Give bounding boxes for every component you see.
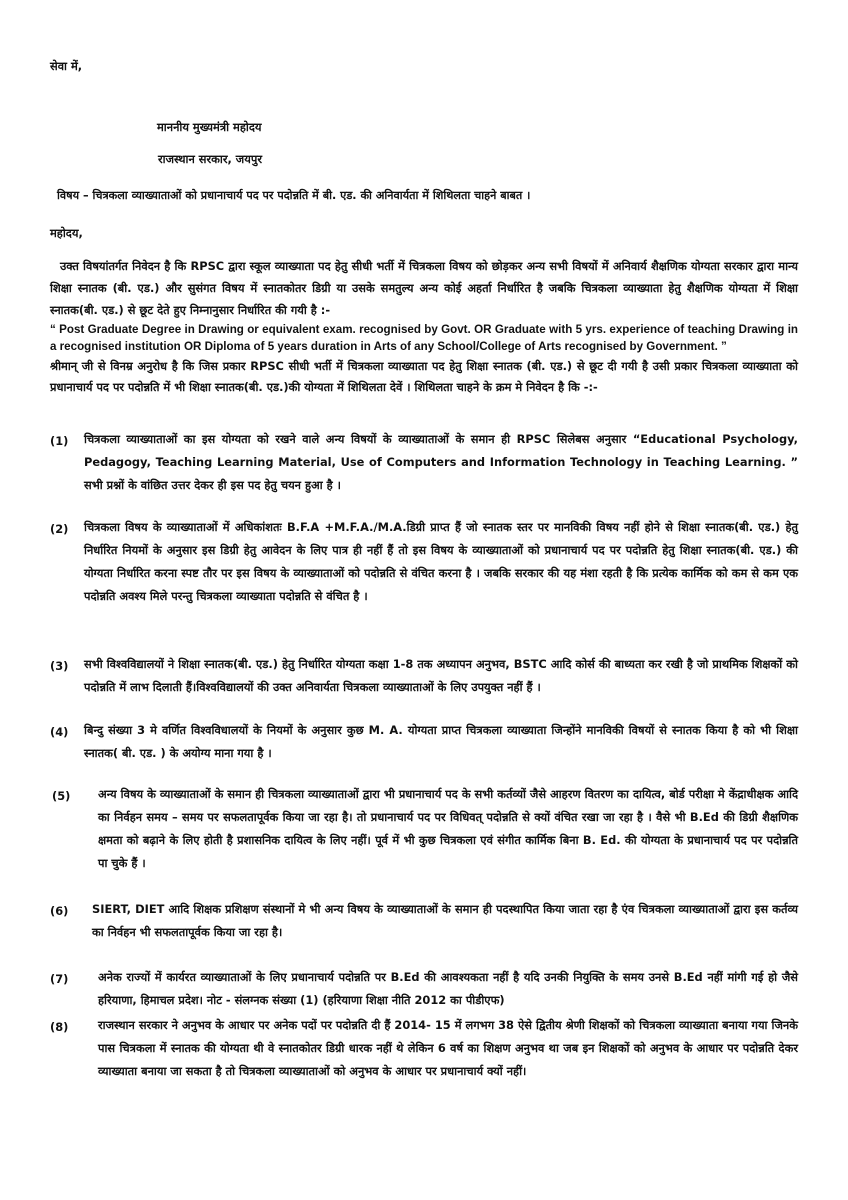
recipient-office: राजस्थान सरकार, जयपुर	[158, 152, 262, 166]
request-paragraph: श्रीमान् जी से विनम्र अनुरोध है कि जिस प्रकार RPSC सीधी भर्ती में चित्रकला व्याख्याता पद हेतु शिक्षा स्नातक (बी. एड.) से छूट दी गयी है उसी प्रकार चित्रकला व्याख्याता को प्रधानाचार्य पद पर पदोन्नति में भी शिक्षा स्नातक(बी. एड.)की योग्यता में शिथिलता देवें । शिथिलता चाहने के क्रम मे निवेदन है कि -:-	[50, 359, 798, 394]
recipient-title: माननीय मुख्यमंत्री महोदय	[157, 120, 262, 134]
point-text: SIERT, DIET आदि शिक्षक प्रशिक्षण संस्थानों मे भी अन्य विषय के व्याख्याताओं के समान ही पदस्थापित किया जाता रहा है एंव चित्रकला व्याख्याताओं द्वारा इस कर्तव्य का निर्वहन भी सफलतापूर्वक किया जा रहा है।	[92, 902, 798, 939]
point-number: (7)	[50, 972, 69, 986]
point-text: चित्रकला विषय के व्याख्याताओं में अधिकांशतः B.F.A +M.F.A./M.A.डिग्री प्राप्त हैं जो स्नातक स्तर पर मानविकी विषय नहीं होने से शिक्षा स्नातक(बी. एड.) हेतु निर्धारित नियमों के अनुसार इस डिग्री हेतु आवेदन के लिए पात्र ही नहीं हैं तो इस विषय के व्याख्याताओं को प्रधानाचार्य पद पर पदोन्नति हेतु शिक्षा स्नातक(बी. एड.) की योग्यता निर्धारित करना स्पष्ट तौर पर इस विषय के व्याख्याताओं को पदोन्नति से वंचित करना है । जबकि सरकार की यह मंशा रहती है कि प्रत्येक कार्मिक को कम से कम एक पदोन्नति अवश्य मिले परन्तु चित्रकला व्याख्याता पदोन्नति से वंचित है ।	[84, 520, 798, 603]
point-text: सभी विश्वविद्यालयों ने शिक्षा स्नातक(बी. एड.) हेतु निर्धारित योग्यता कक्षा 1-8 तक अध्यापन अनुभव, BSTC आदि कोर्स की बाध्यता कर रखी है जो प्राथमिक शिक्षकों को पदोन्नति में लाभ दिलाती हैं।विश्वविद्यालयों की उक्त अनिवार्यता चित्रकला व्याख्याताओं के लिए उपयुक्त नहीं हैं ।	[84, 657, 798, 694]
intro-paragraph: उक्त विषयांतर्गत निवेदन है कि RPSC द्वारा स्कूल व्याख्याता पद हेतु सीधी भर्ती में चित्रकला विषय को छोड़कर अन्य सभी विषयों में अनिवार्य शैक्षणिक योग्यता सरकार द्वारा मान्य शिक्षा स्नातक (बी. एड.) और सुसंगत विषय में स्नातकोतर डिग्री या उसके समतुल्य अन्य कोई अहर्ता निर्धारित है जबकि चित्रकला व्याख्याता हेतु शैक्षणिक योग्यता में शिक्षा स्नातक(बी. एड.) से छूट देते हुए निम्नानुसार निर्धारित की गयी है :-	[50, 259, 798, 317]
greeting: महोदय,	[50, 226, 83, 240]
point-number: (2)	[50, 522, 69, 536]
subject-line: विषय – चित्रकला व्याख्याताओं को प्रधानाचार्य पद पर पदोन्नति में बी. एड. की अनिवार्यता में शिथिलता चाहने बाबत ।	[57, 189, 531, 202]
point-text: राजस्थान सरकार ने अनुभव के आधार पर अनेक पदों पर पदोन्नति दी हैं 2014- 15 में लगभग 38 ऐसे द्वितीय श्रेणी शिक्षकों को चित्रकला व्याख्याता बनाया गया जिनके पास चित्रकला में स्नातक की योग्यता थी वे स्नातकोतर डिग्री धारक नहीं थे लेकिन 6 वर्ष का शिक्षण अनुभव था जब इन शिक्षकों को अनुभव के आधार पर पदोन्नति देकर व्याख्याता बनाया जा सकता है तो चित्रकला व्याख्याताओं को अनुभव के आधार पर प्रधानाचार्य क्यों नहीं।	[98, 1018, 798, 1078]
point-number: (8)	[50, 1020, 69, 1034]
point-number: (5)	[52, 789, 71, 803]
point-number: (1)	[50, 434, 69, 448]
point-text: अन्य विषय के व्याख्याताओं के समान ही चित्रकला व्याख्याताओं द्वारा भी प्रधानाचार्य पद के सभी कर्तव्यों जैसे आहरण वितरण का दायित्व, बोर्ड परीक्षा मे केंद्राधीक्षक आदि का निर्वहन समय – समय पर सफलतापूर्वक किया जा रहा है। तो प्रधानाचार्य पद पर विधिवत् पदोन्नति से क्यों वंचित रखा जा रहा है । वैसे भी B.Ed की डिग्री शैक्षणिक क्षमता को बढ़ाने के लिए होती है प्रशासनिक दायित्व के लिए नहीं। पूर्व में भी कुछ चित्रकला एवं संगीत कार्मिक बिना B. Ed. की योग्यता के प्रधानाचार्य पद पर पदोन्नति पा चुके हैं ।	[98, 787, 798, 870]
point-text: चित्रकला व्याख्याताओं का इस योग्यता को रखने वाले अन्य विषयों के व्याख्याताओं के समान ही RPSC सिलेबस अनुसार “Educational Psychology, Pedagogy, Teaching Learning Material, Use of Computers and Information Technology in Teaching Learning. ” सभी प्रश्नों के वांछित उत्तर देकर ही इस पद हेतु चयन हुआ है ।	[84, 432, 798, 492]
salutation-to: सेवा में,	[50, 59, 83, 73]
point-text: अनेक राज्यों में कार्यरत व्याख्याताओं के लिए प्रधानाचार्य पदोन्नति पर B.Ed की आवश्यकता नहीं है यदि उनकी नियुक्ति के समय उनसे B.Ed नहीं मांगी गई हो जैसे हरियाणा, हिमाचल प्रदेश। नोट - संलग्नक संख्या (1) (हरियाणा शिक्षा नीति 2012 का पीडीएफ)	[98, 970, 798, 1007]
point-number: (6)	[50, 904, 69, 918]
point-number: (3)	[50, 659, 69, 673]
quoted-qualification: “ Post Graduate Degree in Drawing or equivalent exam. recognised by Govt. OR Graduate with 5 yrs. experience of teaching Drawing in a recognised institution OR Diploma of 5 years duration in Arts of any School/College of Arts recognised by Government. ”	[50, 323, 798, 353]
point-text: बिन्दु संख्या 3 मे वर्णित विश्वविधालयों के नियमों के अनुसार कुछ M. A. योग्यता प्राप्त चित्रकला व्याख्याता जिन्होंने मानविकी विषयों से स्नातक किया है को भी शिक्षा स्नातक( बी. एड. ) के अयोग्य माना गया है ।	[84, 723, 798, 760]
point-number: (4)	[50, 725, 69, 739]
